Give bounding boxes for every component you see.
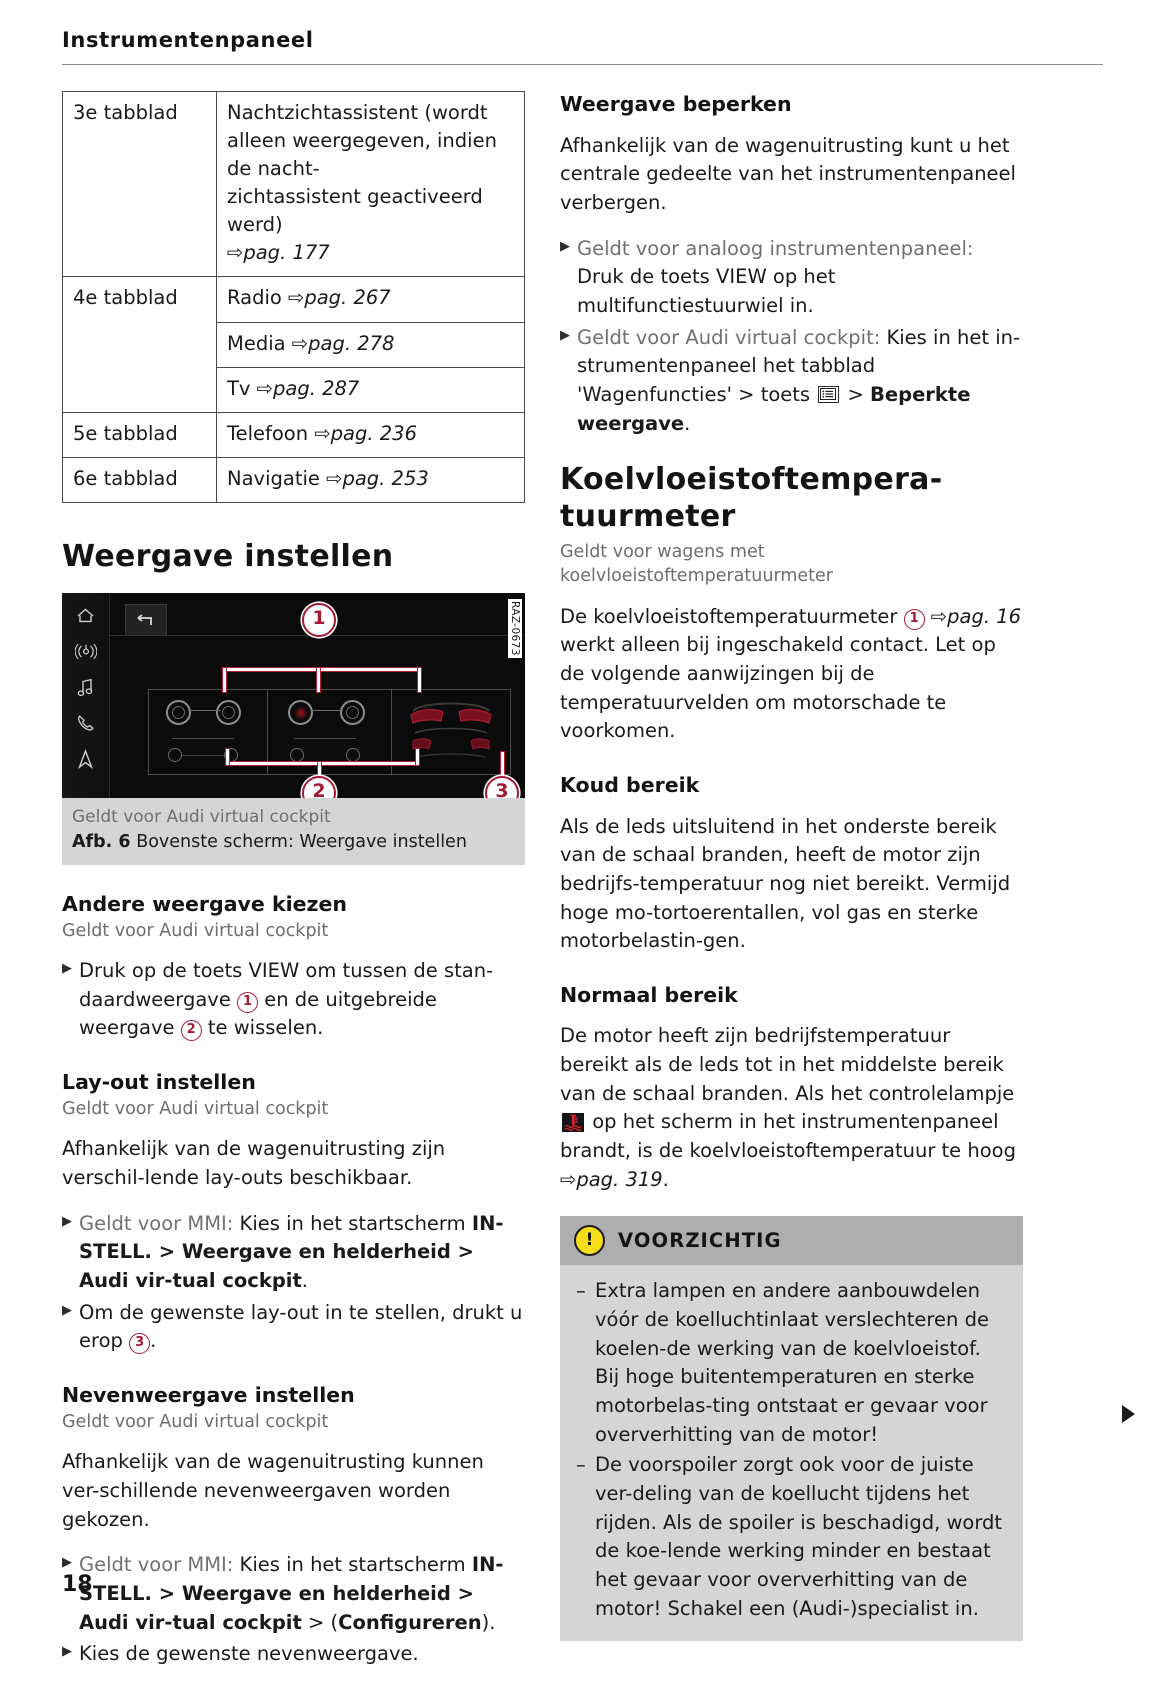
text-a: Kies in het in-strumentenpaneel het tabblad 'Wagenfuncties' > toets: [577, 325, 1021, 406]
caution-header: [560, 1216, 1023, 1265]
bullet-marker-icon: ▶: [560, 238, 570, 254]
list-item: [576, 1277, 1007, 1449]
text-a: Om de gewenste lay-out in te stellen, drukt u erop: [79, 1300, 523, 1353]
navigation-arrow-icon[interactable]: [68, 743, 103, 775]
figure-validity: Geldt voor Audi virtual cockpit: [72, 807, 331, 828]
dash-marker: –: [576, 1453, 586, 1477]
figure-6: [62, 593, 525, 864]
text-end: ).: [481, 1610, 496, 1634]
table-cell-tab: 6e tabblad: [63, 457, 217, 502]
music-note-icon[interactable]: [68, 671, 103, 703]
inline-callout-1: 1: [237, 992, 258, 1013]
list-item: [62, 1210, 526, 1296]
left-column: [62, 91, 526, 1683]
page-number: 18: [62, 1572, 93, 1597]
row1-text-2: zichtassistent geactiveerd werd): [227, 185, 483, 237]
bullet-marker-icon: ▶: [62, 1302, 72, 1318]
caution-title: VOORZICHTIG: [618, 1229, 782, 1253]
list-item-text: Extra lampen en andere aanbouwdelen vóór de koelluchtinlaat verslechteren de koelen-de werking van de koelvloeistof. Bij hoge buitentemperaturen en sterke motorbelas-ting ontstaat er gevaar voor oververhitting van de motor!: [595, 1279, 989, 1446]
page-ref[interactable]: pag. 319: [576, 1167, 663, 1191]
back-arrow-icon[interactable]: [125, 604, 167, 636]
paragraph-koud-bereik: Als de leds uitsluitend in het onderste bereik van de schaal branden, heeft de motor zijn bedrijfs-temperatuur nog niet bereikt. Vermijd hoge mo-tortoerentallen, vol gas en sterke motorbelastin-gen.: [560, 814, 1011, 953]
bullet-marker-icon: ▶: [62, 1644, 72, 1660]
row2a-page-ref[interactable]: pag. 267: [304, 286, 391, 310]
right-column: [560, 91, 1024, 1641]
text-a: Kies in het startscherm: [233, 1211, 472, 1235]
callout-line-2: [225, 748, 230, 766]
menu-path-3: Audi vir-tual cockpit: [79, 1610, 302, 1634]
menu-path-2: Weergave en helderheid: [181, 1581, 451, 1605]
table-cell-content: [217, 92, 525, 277]
heading-koud-bereik: Koud bereik: [560, 772, 700, 797]
list-item: [62, 1299, 526, 1356]
ref-arrow-icon: ⇨: [930, 604, 948, 628]
section-heading-koelvloeistoftemperatuurmeter: Koelvloeistoftempera-tuurmeter: [560, 462, 943, 534]
ref-arrow-icon: ⇨: [291, 331, 309, 355]
heading-andere-weergave-kiezen: Andere weergave kiezen: [62, 891, 347, 916]
validity-koelvloeistof: Geldt voor wagens met koelvloeistoftemperatuurmeter: [560, 542, 833, 587]
validity-inline: Geldt voor Audi virtual cockpit:: [577, 325, 881, 349]
menu-item-beperkte-weergave: Beperkte weergave: [577, 382, 971, 435]
text-b: >: [841, 382, 871, 406]
bullet-list-nevenweergave: [62, 1551, 526, 1669]
text-end: .: [150, 1329, 157, 1353]
table-cell-tab: 4e tabblad: [63, 277, 217, 412]
heading-weergave-beperken: Weergave beperken: [560, 92, 792, 116]
row4-page-ref[interactable]: pag. 253: [342, 466, 429, 490]
text-b: werkt alleen bij ingeschakeld contact. Let op de volgende aanwijzingen bij de temperatuurvelden om motorschade te voorkomen.: [560, 633, 996, 743]
table-row: [63, 277, 525, 322]
figure-caption-body: Bovenste scherm: Weergave instellen: [136, 832, 467, 853]
validity-nevenweergave: Geldt voor Audi virtual cockpit: [62, 1411, 329, 1432]
tile-underline: [172, 738, 234, 739]
ref-arrow-icon: ⇨: [256, 376, 273, 400]
inline-callout-2: 2: [181, 1020, 202, 1041]
text-part-2: en de uitgebreide weergave: [79, 987, 437, 1040]
figure-caption-text: [72, 830, 515, 855]
phone-icon[interactable]: [68, 707, 103, 739]
sep-3: > (: [301, 1610, 339, 1634]
figure-callout-2: 2: [302, 776, 336, 798]
table-cell-content: [217, 277, 525, 322]
callout-line-1: [222, 667, 227, 693]
text-b: op het scherm in het instrumentenpaneel brandt, is de koelvloeistoftemperatuur te hoog: [560, 1110, 1016, 1163]
exclamation-warning-icon: !: [574, 1225, 605, 1256]
validity-layout-instellen: Geldt voor Audi virtual cockpit: [62, 1098, 329, 1119]
bullet-marker-icon: ▶: [62, 961, 72, 977]
section-heading-weergave-instellen: Weergave instellen: [62, 538, 394, 574]
tile-underline: [294, 738, 356, 739]
figure-image: [62, 593, 525, 798]
list-item-text: [79, 1551, 526, 1637]
menu-list-icon: [818, 386, 839, 403]
header-divider: [62, 64, 1103, 65]
heading-nevenweergave-instellen: Nevenweergave instellen: [62, 1382, 355, 1407]
table-row: [63, 457, 525, 502]
bullet-list-andere-weergave: [62, 957, 526, 1043]
text-rest: Druk de toets VIEW op het multifunctiestuurwiel in.: [577, 265, 836, 317]
figure-label: Afb. 6: [72, 832, 131, 853]
list-item: [576, 1451, 1007, 1623]
text-end: .: [662, 1167, 669, 1191]
menu-path-4: Configureren: [338, 1610, 482, 1634]
validity-inline: Geldt voor MMI:: [79, 1553, 234, 1577]
list-item-text: [79, 1299, 526, 1356]
table-cell-content: [217, 457, 525, 502]
row1-page-ref[interactable]: pag. 177: [243, 241, 330, 265]
callout-line-1: [417, 667, 422, 693]
bullet-marker-icon: ▶: [62, 1213, 72, 1229]
radio-wave-icon[interactable]: [68, 635, 103, 667]
menu-path-3: Audi vir-tual cockpit: [79, 1269, 302, 1293]
paragraph-normaal-bereik: [560, 1022, 1024, 1194]
coolant-temperature-icon: [562, 1113, 584, 1132]
bullet-marker-icon: ▶: [62, 1555, 72, 1571]
ref-arrow-icon: ⇨: [227, 241, 244, 265]
list-item-text: [79, 957, 526, 1043]
dial-connector: [188, 710, 220, 711]
text-end: .: [301, 1269, 308, 1293]
menu-path-1: IN-STELL.: [79, 1211, 504, 1264]
callout-line-1: [316, 667, 321, 693]
dash-marker: –: [576, 1279, 586, 1303]
next-page-triangle-icon: [1122, 1405, 1135, 1423]
page-ref[interactable]: pag. 16: [947, 604, 1022, 628]
table-cell-tab: 5e tabblad: [63, 412, 217, 457]
sep-2: >: [450, 1240, 474, 1264]
ref-arrow-icon: ⇨: [314, 421, 331, 445]
callout-line-2: [415, 748, 420, 766]
table-cell-content: [217, 367, 525, 412]
heading-layout-instellen: Lay-out instellen: [62, 1070, 256, 1095]
list-item-text: [577, 324, 1024, 439]
text-a: De koelvloeistoftemperatuurmeter: [560, 604, 904, 628]
sep-1: >: [151, 1240, 182, 1264]
list-item-text: [577, 235, 1024, 321]
figure-caption: [62, 798, 525, 864]
validity-andere-weergave: Geldt voor Audi virtual cockpit: [62, 920, 329, 941]
two-column-layout: [62, 91, 1103, 1683]
bullet-list-weergave-beperken: [560, 235, 1024, 439]
table-cell-tab: 3e tabblad: [63, 92, 217, 277]
running-head: Instrumentenpaneel: [62, 28, 314, 52]
row4-text: Navigatie: [227, 466, 320, 490]
bullet-marker-icon: ▶: [560, 327, 570, 343]
figure-callout-1: 1: [302, 603, 336, 637]
table-row: [63, 92, 525, 277]
inline-callout-1: 1: [904, 609, 925, 630]
table-row: [63, 412, 525, 457]
validity-inline: Geldt voor MMI:: [79, 1211, 234, 1235]
row2a-text: Radio: [227, 286, 282, 310]
row2c-page-ref[interactable]: pag. 287: [273, 376, 360, 400]
bullet-list-layout-instellen: [62, 1210, 526, 1356]
paragraph-koelvloeistof: [560, 603, 1024, 746]
dial-connector: [311, 710, 343, 711]
list-item: [62, 1551, 526, 1637]
list-item: [560, 324, 1024, 439]
row3-text: Telefoon: [227, 421, 309, 445]
sep-1: >: [151, 1581, 182, 1605]
row2b-text: Media: [227, 331, 286, 355]
validity-inline: Geldt voor analoog instrumentenpaneel:: [577, 236, 974, 260]
row2b-page-ref[interactable]: pag. 278: [308, 331, 395, 355]
heading-normaal-bereik: Normaal bereik: [560, 982, 738, 1007]
list-item-text: [79, 1210, 526, 1296]
list-item: [560, 235, 1024, 321]
text-part-1: Druk op de toets VIEW om tussen de stan-daardweergave: [79, 959, 494, 1011]
paragraph-nevenweergave: Afhankelijk van de wagenuitrusting kunnen ver-schillende nevenweergaven worden gekozen.: [62, 1450, 484, 1531]
list-item: [62, 1640, 526, 1669]
figure-code: RAZ-0673: [509, 601, 521, 657]
ref-arrow-icon: ⇨: [326, 466, 343, 490]
caution-box: [560, 1216, 1023, 1641]
table-cell-content: [217, 412, 525, 457]
caution-body: [560, 1265, 1023, 1641]
table-cell-content: [217, 322, 525, 367]
sep-2: >: [450, 1581, 474, 1605]
paragraph-layout-instellen: Afhankelijk van de wagenuitrusting zijn verschil-lende lay-outs beschikbaar.: [62, 1137, 446, 1190]
ref-arrow-icon: ⇨: [288, 286, 305, 310]
mini-connector: [182, 755, 224, 756]
row3-page-ref[interactable]: pag. 236: [330, 421, 417, 445]
inline-callout-3: 3: [129, 1333, 150, 1354]
tab-reference-table: [62, 91, 525, 503]
row2c-text: Tv: [227, 376, 251, 400]
list-item-text: De voorspoiler zorgt ook voor de juiste ver-deling van de koellucht tijdens het rijden. Als de spoiler is beschadigd, wordt de koe-lende werking minder en bestaat het gevaar voor oververhitting van de motor! Schakel een (Audi-)specialist in.: [595, 1453, 1003, 1620]
list-item: [62, 957, 526, 1043]
text-end: .: [684, 411, 691, 435]
paragraph-weergave-beperken: Afhankelijk van de wagenuitrusting kunt u het centrale gedeelte van het instrumentenpaneel verbergen.: [560, 133, 1016, 214]
text-part-3: te wisselen.: [201, 1016, 324, 1040]
list-item-text: Kies de gewenste nevenweergave.: [79, 1642, 419, 1666]
text-a: Kies in het startscherm: [233, 1553, 472, 1577]
menu-path-2: Weergave en helderheid: [181, 1240, 451, 1264]
ref-arrow-icon: ⇨: [560, 1167, 577, 1191]
row1-text: Nachtzichtassistent (wordt alleen weergegeven, indien de nacht-: [227, 101, 497, 181]
home-icon[interactable]: [68, 599, 103, 631]
figure-callout-3: 3: [485, 776, 519, 798]
text-a: De motor heeft zijn bedrijfstemperatuur bereikt als de leds tot in het middelste bereik van de schaal branden. Als het controlelampje: [560, 1024, 1015, 1105]
menu-path-1: IN-STELL.: [79, 1553, 504, 1605]
